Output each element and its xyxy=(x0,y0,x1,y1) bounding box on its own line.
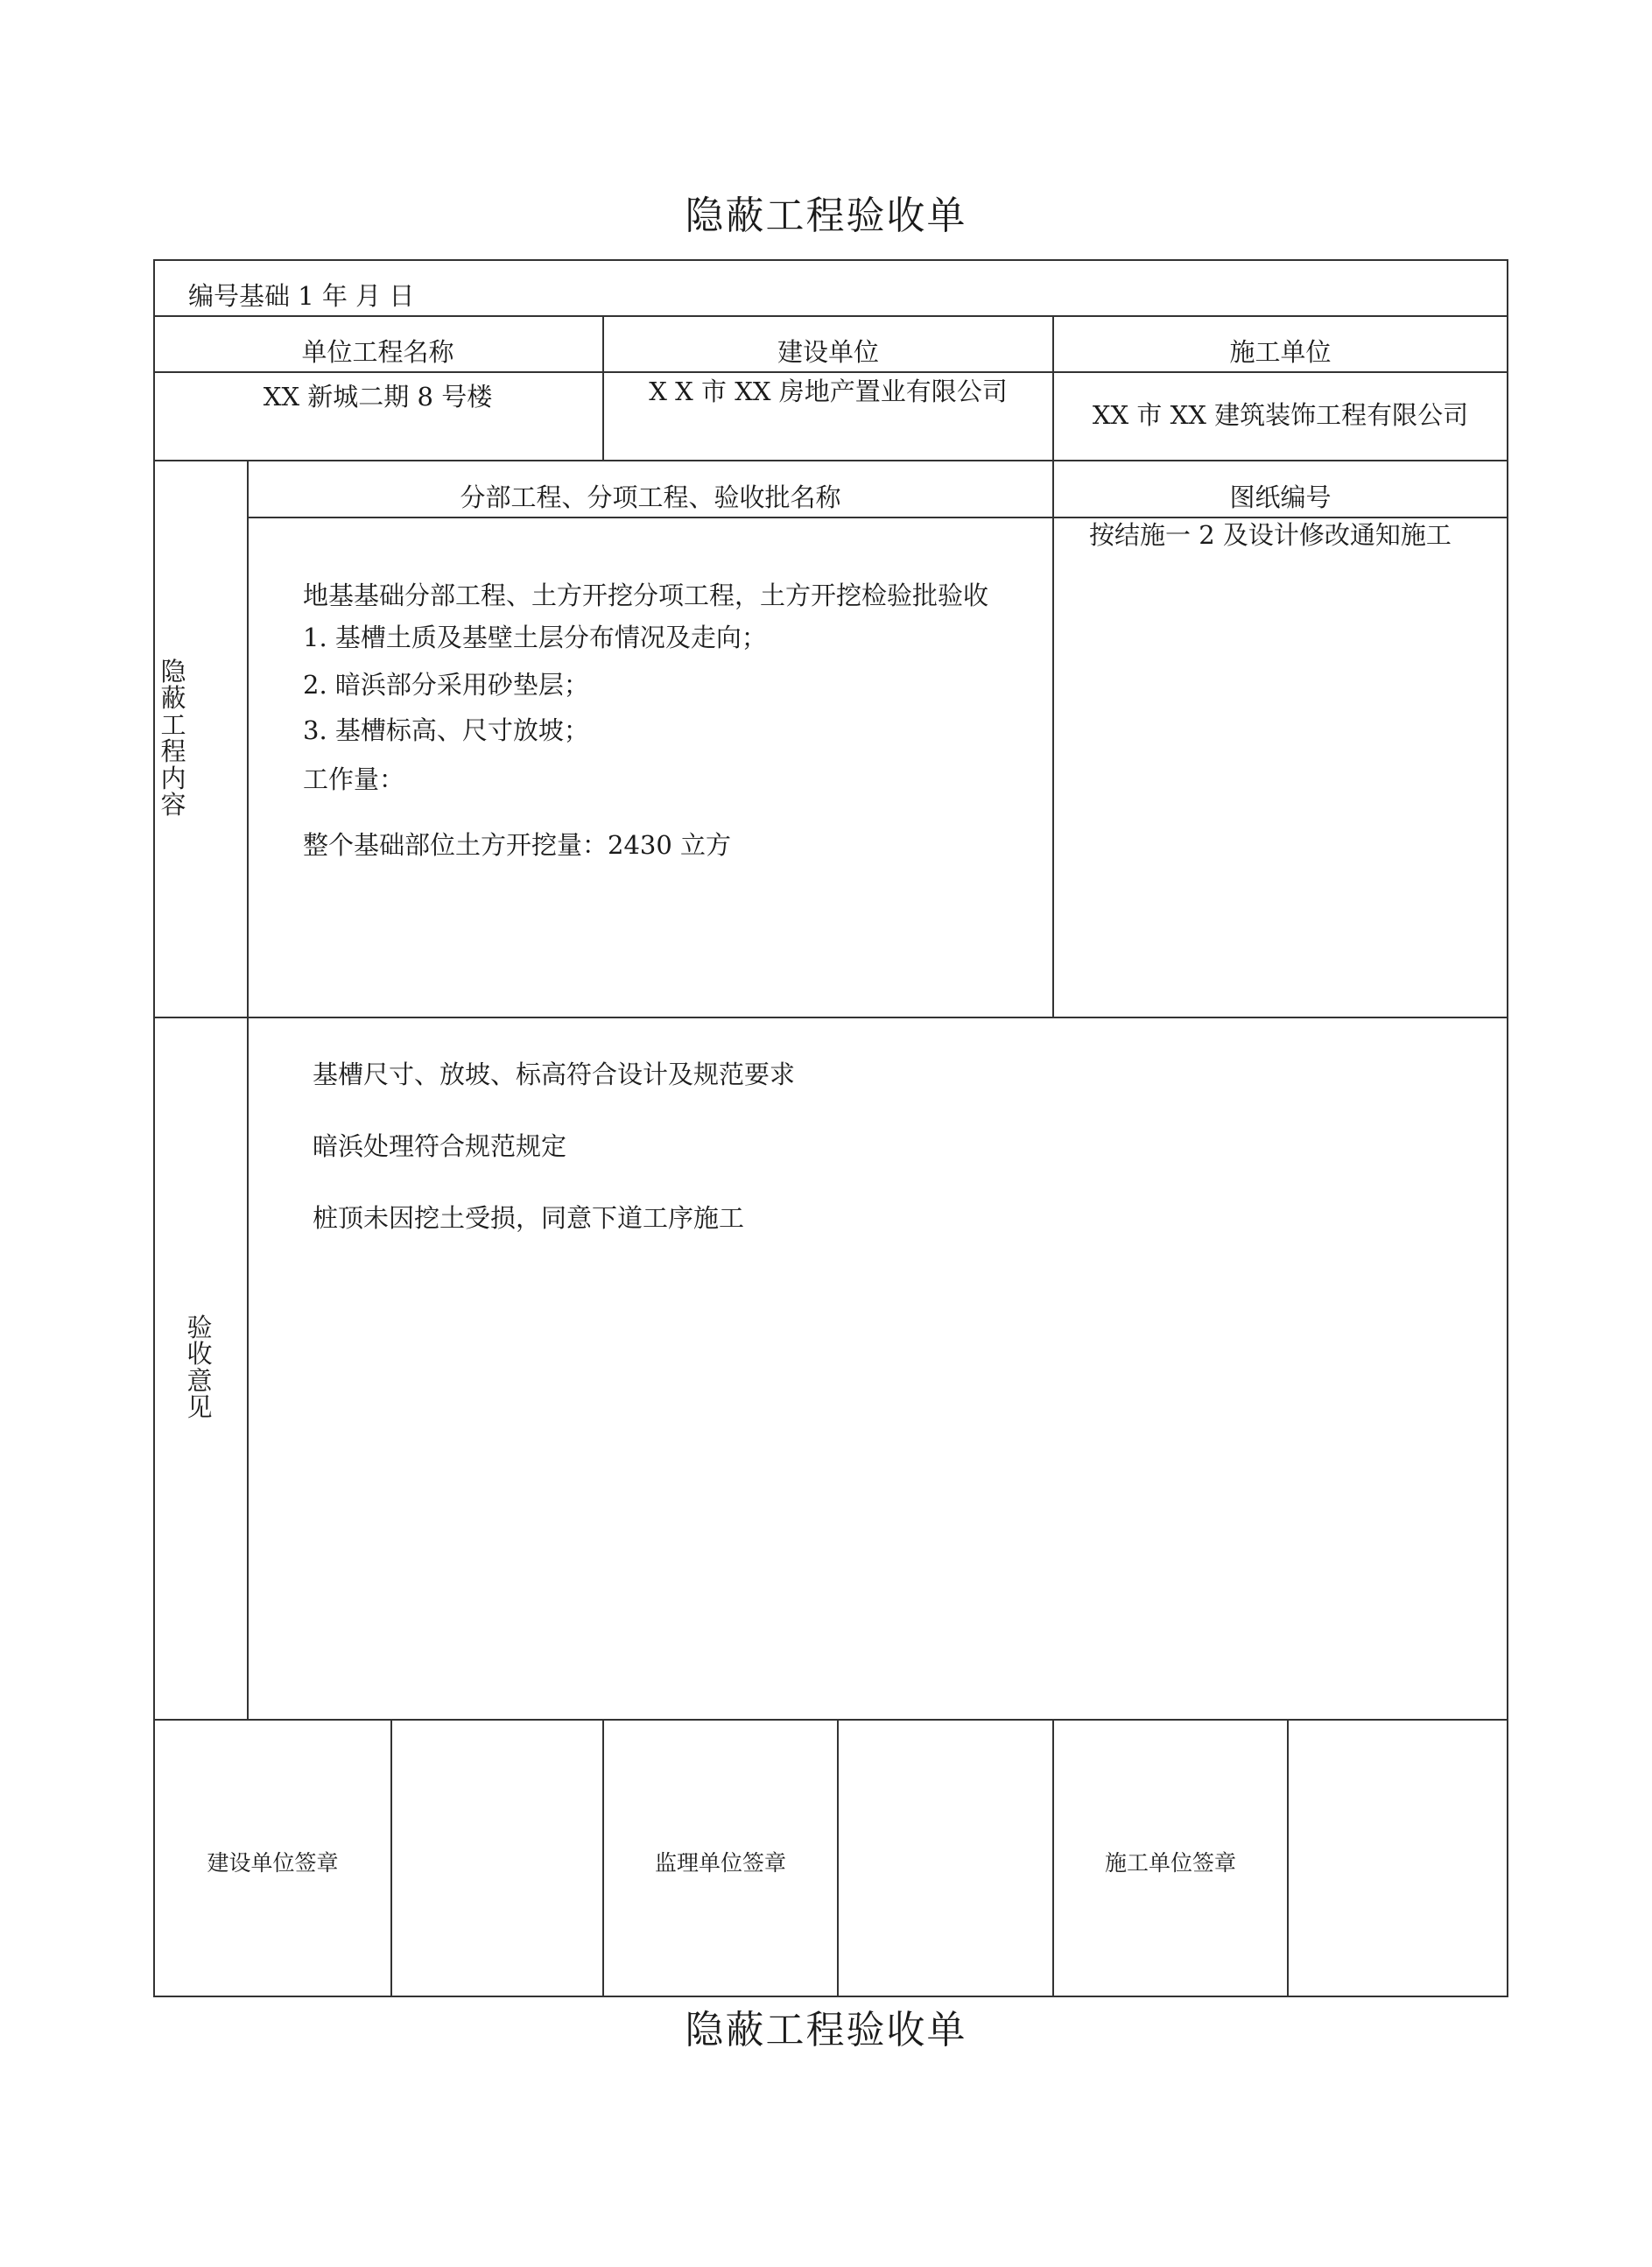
project-name-label: 单位工程名称 xyxy=(301,337,454,367)
owner-signature-label: 建设单位签章 xyxy=(207,1850,339,1876)
workload-value: 整个基础部位土方开挖量：2430 立方 xyxy=(303,830,732,860)
owner-signature-box[interactable] xyxy=(392,1721,602,1996)
contractor-value: XX 市 XX 建筑装饰工程有限公司 xyxy=(1092,400,1469,430)
sub-project-name-header: 分部工程、分项工程、验收批名称 xyxy=(460,482,841,512)
footer-title: 隐蔽工程验收单 xyxy=(685,2008,967,2052)
opinion-line-2: 暗浜处理符合规范规定 xyxy=(313,1131,567,1161)
table-border-bottom xyxy=(153,1996,1508,1997)
supervisor-signature-box[interactable] xyxy=(839,1721,1052,1996)
rule-5 xyxy=(153,1017,1508,1018)
drawing-number-value: 按结施一 2 及设计修改通知施工 xyxy=(1089,520,1452,550)
rule-4 xyxy=(247,517,1508,518)
workload-label: 工作量： xyxy=(303,764,405,794)
rule-2 xyxy=(153,371,1508,373)
vrule-side xyxy=(247,460,249,1720)
owner-value: X X 市 XX 房地产置业有限公司 xyxy=(649,377,1008,406)
supervisor-signature-label: 监理单位签章 xyxy=(654,1850,786,1876)
rule-3 xyxy=(153,460,1508,461)
rule-1 xyxy=(153,315,1508,317)
contractor-signature-box[interactable] xyxy=(1289,1721,1507,1996)
table-border-left xyxy=(153,259,155,1997)
opinion-side-label: 验收意见 xyxy=(186,1313,213,1423)
drawing-number-header: 图纸编号 xyxy=(1229,482,1332,512)
contractor-signature-label: 施工单位签章 xyxy=(1104,1850,1236,1876)
serial-date-row: 编号基础 1 年 月 日 xyxy=(188,281,415,311)
hidden-content-side-label: 隐蔽工程内容 xyxy=(160,657,186,820)
table-border-right xyxy=(1507,259,1508,1997)
owner-label: 建设单位 xyxy=(777,337,879,367)
opinion-line-1: 基槽尺寸、放坡、标高符合设计及规范要求 xyxy=(313,1060,796,1089)
page-title: 隐蔽工程验收单 xyxy=(685,194,967,238)
project-name-value: XX 新城二期 8 号楼 xyxy=(263,382,493,412)
contractor-label: 施工单位 xyxy=(1229,337,1332,367)
table-border-top xyxy=(153,259,1508,261)
hidden-content-intro: 地基基础分部工程、土方开挖分项工程，土方开挖检验批验收 xyxy=(303,581,989,610)
hidden-content-item-3: 3. 基槽标高、尺寸放坡； xyxy=(303,715,589,745)
opinion-line-3: 桩顶未因挖土受损，同意下道工序施工 xyxy=(313,1203,745,1233)
hidden-content-item-2: 2. 暗浜部分采用砂垫层； xyxy=(303,670,589,700)
hidden-content-item-1: 1. 基槽土质及基壁土层分布情况及走向； xyxy=(303,623,767,652)
vrule-drawing xyxy=(1052,460,1054,1017)
